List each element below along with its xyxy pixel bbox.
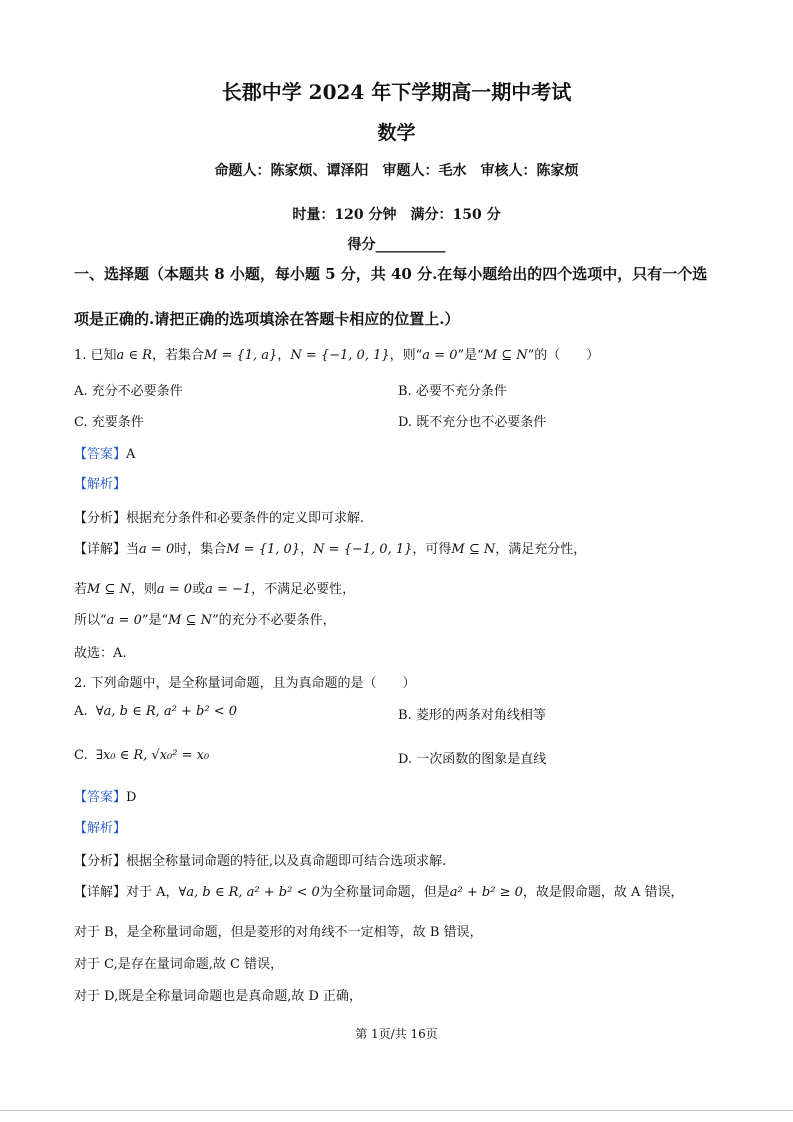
detail-text: ，则 [130,582,157,597]
q1-option-d: D. 既不充分也不必要条件 [398,415,547,430]
detail-text: 所以“ [74,613,107,628]
q2-option-a-math: ∀a, b ∈ R, a² + b² < 0 [95,704,238,719]
page-number: 第 1页/共 16页 [355,1027,438,1041]
math-set-m: M = {1, 0} [226,542,301,557]
q1-detail-line2 [74,578,355,597]
q1-detail-line3 [74,609,336,628]
detail-text: 为全称量词命题，但是 [319,885,450,900]
answer-value: D [126,790,137,805]
q1-stem-text: 1. 已知 [74,348,117,363]
q1-math-set-n: N = {−1, 0, 1} [290,348,390,363]
detail-text: 或 [192,582,206,597]
math-m-subset-n: M ⊆ N [87,582,131,597]
detail-text: ，不满足必要性， [251,582,356,597]
q2-detail-line4: 对于 D,既是全称量词命题也是真命题,故 D 正确， [74,989,363,1004]
detail-text: 对于 A， [126,885,179,900]
detail-text: ，可得 [412,542,452,557]
math-sum-squares-nonneg: a² + b² ≥ 0 [449,885,523,900]
q1-option-c: C. 充要条件 [74,415,144,430]
math-a-eq-neg1: a = −1 [205,582,252,597]
q2-analysis-tag: 【解析】 [74,821,127,836]
math-set-n: N = {−1, 0, 1} [313,542,413,557]
math-forall-expr: ∀a, b ∈ R, a² + b² < 0 [178,885,320,900]
detail-text: ， [300,542,314,557]
q2-option-c-math: ∃x₀ ∈ R, √x₀² = x₀ [95,748,210,763]
exam-authors: 命题人：陈家烦、谭泽阳 审题人：毛水 审核人：陈家烦 [214,163,579,179]
q1-fenxi [74,507,364,526]
math-a-eq-0: a = 0 [106,613,142,628]
q1-stem [74,344,599,363]
score-field: 得分__________ [347,237,446,253]
detail-text: ”的充分不必要条件， [211,613,336,628]
detail-tag: 【详解】 [74,542,127,557]
detail-text: ”是“ [141,613,169,628]
detail-text: 时，集合 [174,542,227,557]
detail-tag: 【详解】 [74,885,127,900]
q1-stem-text: ，若集合 [151,348,204,363]
q2-option-b: B. 菱形的两条对角线相等 [398,708,546,723]
answer-tag: 【答案】 [74,790,127,805]
q1-math-a-in-r: a ∈ R [116,348,152,363]
option-label: A. [74,704,88,719]
detail-text: ，满足充分性， [495,542,587,557]
detail-text: 当 [126,542,140,557]
q1-conclusion: 故选：A. [74,646,127,661]
q1-detail-line1 [74,538,586,557]
section-title-line2: 项是正确的.请把正确的选项填涂在答题卡相应的位置上.） [74,310,460,328]
q2-option-a [74,704,237,719]
q2-detail-line3: 对于 C,是存在量词命题,故 C 错误， [74,957,284,972]
q2-detail-line1 [74,881,684,900]
q1-stem-text: ”的（ ） [527,348,600,363]
fenxi-tag: 【分析】 [74,511,127,526]
math-m-subset-n: M ⊆ N [451,542,496,557]
answer-tag: 【答案】 [74,447,127,462]
math-a-eq-0: a = 0 [156,582,193,597]
math-a-eq-0: a = 0 [139,542,175,557]
q2-detail-line2: 对于 B，是全称量词命题，但是菱形的对角线不一定相等，故 B 错误， [74,925,483,940]
math-m-subset-n: M ⊆ N [168,613,212,628]
q1-math-set-m: M = {1, a} [204,348,278,363]
answer-value: A [126,447,136,462]
fenxi-text: 根据全称量词命题的特征,以及真命题即可结合选项求解. [126,854,447,869]
q1-option-b: B. 必要不充分条件 [398,384,507,399]
option-label: C. [74,748,88,763]
q2-fenxi [74,850,446,869]
page-bottom-divider [0,1110,793,1111]
exam-time-score: 时量：120 分钟 满分：150 分 [292,207,501,223]
section-title-line1: 一、选择题（本题共 8 小题，每小题 5 分，共 40 分.在每小题给出的四个选项中，只有一个选 [74,265,708,283]
q1-analysis-tag: 【解析】 [74,477,127,492]
q1-math-a-eq-0: a = 0 [422,348,458,363]
q1-stem-text: ”是“ [457,348,484,363]
exam-title: 长郡中学 2024 年下学期高一期中考试 [221,80,572,104]
fenxi-text: 根据充分条件和必要条件的定义即可求解. [126,511,365,526]
detail-text: ，故是假命题，故 A 错误， [522,885,684,900]
q2-stem: 2. 下列命题中，是全称量词命题，且为真命题的是（ ） [74,676,416,691]
q2-option-c [74,748,209,763]
q2-answer [74,786,136,805]
q1-stem-text: ，则“ [389,348,423,363]
q1-answer [74,443,135,462]
detail-text: 若 [74,582,88,597]
q1-stem-text: ， [277,348,291,363]
fenxi-tag: 【分析】 [74,854,127,869]
q1-math-m-subset-n: M ⊆ N [483,348,528,363]
q2-option-d: D. 一次函数的图象是直线 [398,752,547,767]
q1-option-a: A. 充分不必要条件 [74,384,183,399]
subject-title: 数学 [377,122,416,144]
